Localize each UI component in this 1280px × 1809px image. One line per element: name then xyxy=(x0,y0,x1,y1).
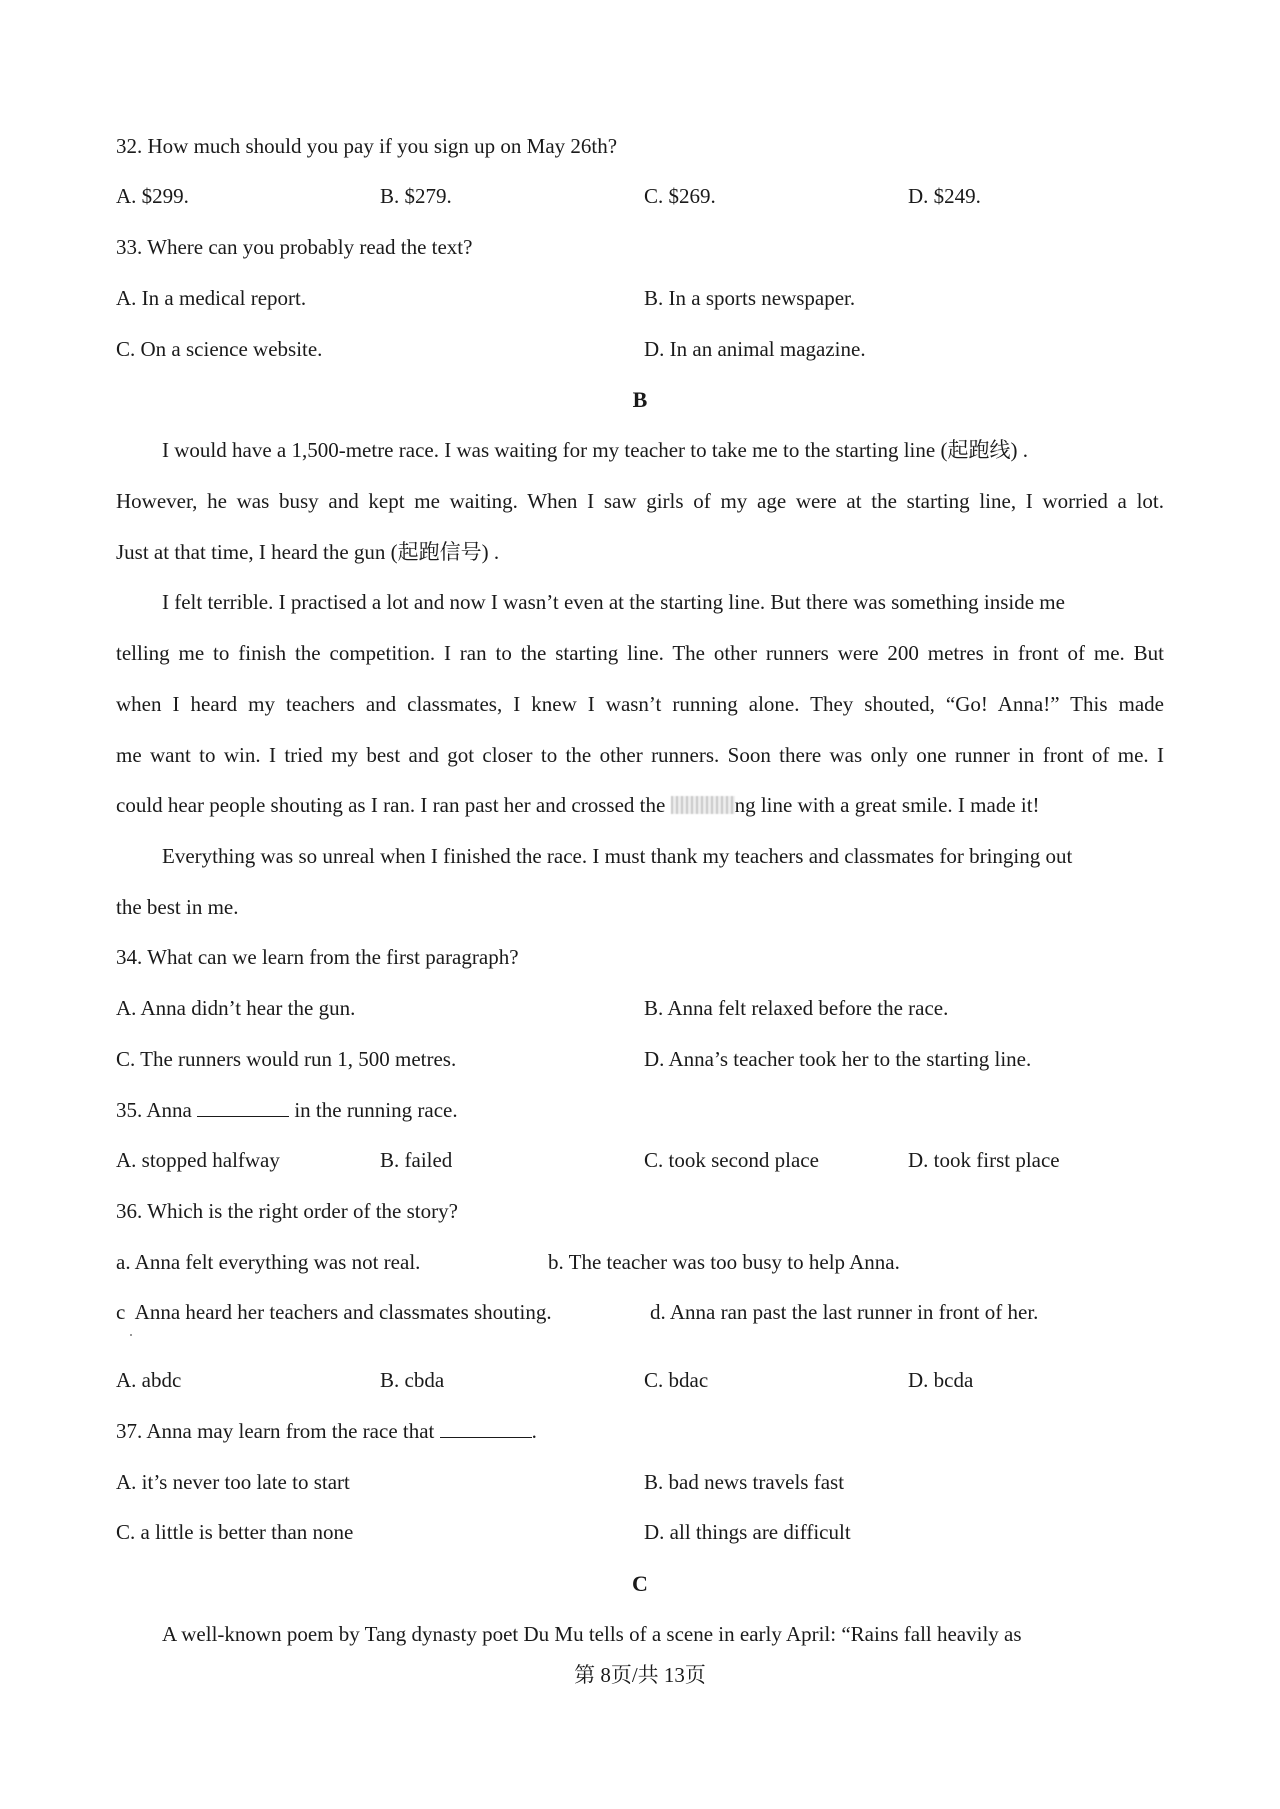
section-c-heading: C xyxy=(632,1571,648,1596)
q37-option-d: D. all things are difficult xyxy=(644,1520,851,1544)
q33-option-d: D. In an animal magazine. xyxy=(644,337,866,361)
page-number-footer: 第 8页/共 13页 xyxy=(574,1663,706,1687)
q37-stem-after: . xyxy=(531,1419,537,1443)
q35-stem-after: in the running race. xyxy=(289,1098,458,1122)
passage-b-p2-line-2: telling me to finish the competition. I ran to the starting line. The other runners were 200 metres in front of me. But xyxy=(116,641,1164,665)
passage-b-p3-line-2: the best in me. xyxy=(116,895,239,919)
q37-option-a: A. it’s never too late to start xyxy=(116,1470,350,1494)
q36-option-d: D. bcda xyxy=(908,1368,974,1392)
q32-stem: 32. How much should you pay if you sign up on May 26th? xyxy=(116,134,618,158)
q33-option-c: C. On a science website. xyxy=(116,337,323,361)
q32-option-d: D. $249. xyxy=(908,184,981,208)
q34-stem: 34. What can we learn from the first paragraph? xyxy=(116,945,519,969)
passage-c-p1-line-1: A well-known poem by Tang dynasty poet Du Mu tells of a scene in early April: “Rains fall heavily as xyxy=(162,1622,1022,1646)
q34-option-c: C. The runners would run 1, 500 metres. xyxy=(116,1047,457,1071)
print-speck xyxy=(130,1334,132,1336)
q33-option-a: A. In a medical report. xyxy=(116,286,307,310)
passage-b-p2-line-3: when I heard my teachers and classmates, I knew I wasn’t running alone. They shouted, “Go! Anna!” This made xyxy=(116,692,1164,716)
q37-option-b: B. bad news travels fast xyxy=(644,1470,845,1494)
q32-option-b: B. $279. xyxy=(380,184,452,208)
q35-option-d: D. took first place xyxy=(908,1148,1060,1172)
q32-option-a: A. $299. xyxy=(116,184,189,208)
passage-b-p1-line-1: I would have a 1,500-metre race. I was waiting for my teacher to take me to the starting line (起跑线) . xyxy=(162,438,1028,462)
q36-event-a: a. Anna felt everything was not real. xyxy=(116,1250,421,1274)
blurred-word-smudge xyxy=(671,796,735,814)
passage-b-p1-line-3: Just at that time, I heard the gun (起跑信号) . xyxy=(116,540,500,564)
q34-option-a: A. Anna didn’t hear the gun. xyxy=(116,996,356,1020)
q36-event-d: d. Anna ran past the last runner in front of her. xyxy=(650,1300,1039,1324)
q37-stem xyxy=(116,1421,537,1442)
q34-option-b: B. Anna felt relaxed before the race. xyxy=(644,996,949,1020)
q32-option-c: C. $269. xyxy=(644,184,716,208)
passage-b-p2-line-1: I felt terrible. I practised a lot and now I wasn’t even at the starting line. But there was something inside me xyxy=(162,590,1065,614)
q36-stem: 36. Which is the right order of the story? xyxy=(116,1199,458,1223)
q36-option-c: C. bdac xyxy=(644,1368,709,1392)
q33-option-b: B. In a sports newspaper. xyxy=(644,286,856,310)
q36-event-c: c Anna heard her teachers and classmates shouting. xyxy=(116,1300,552,1324)
q35-answer-blank xyxy=(197,1100,289,1117)
q36-event-b: b. The teacher was too busy to help Anna. xyxy=(548,1250,900,1274)
passage-b-p1-line-2: However, he was busy and kept me waiting. When I saw girls of my age were at the starting line, I worried a lot. xyxy=(116,489,1164,513)
q36-option-b: B. cbda xyxy=(380,1368,445,1392)
passage-b-p2-line-4: me want to win. I tried my best and got closer to the other runners. Soon there was only one runner in front of me. I xyxy=(116,743,1164,767)
q35-option-c: C. took second place xyxy=(644,1148,819,1172)
q35-option-a: A. stopped halfway xyxy=(116,1148,280,1172)
passage-b-p3-line-1: Everything was so unreal when I finished the race. I must thank my teachers and classmates for bringing out xyxy=(162,844,1073,868)
q35-stem xyxy=(116,1100,458,1121)
q34-option-d: D. Anna’s teacher took her to the starting line. xyxy=(644,1047,1032,1071)
passage-b-p2-line-5-after: ng line with a great smile. I made it! xyxy=(734,793,1040,817)
q37-option-c: C. a little is better than none xyxy=(116,1520,354,1544)
q37-stem-before: 37. Anna may learn from the race that xyxy=(116,1419,440,1443)
q33-stem: 33. Where can you probably read the text? xyxy=(116,235,473,259)
q35-stem-before: 35. Anna xyxy=(116,1098,198,1122)
passage-b-p2-line-5 xyxy=(116,795,1040,816)
section-b-heading: B xyxy=(632,387,648,412)
passage-b-p2-line-5-before: could hear people shouting as I ran. I ran past her and crossed the xyxy=(116,793,671,817)
q36-option-a: A. abdc xyxy=(116,1368,182,1392)
q35-option-b: B. failed xyxy=(380,1148,453,1172)
q37-answer-blank xyxy=(440,1421,532,1438)
